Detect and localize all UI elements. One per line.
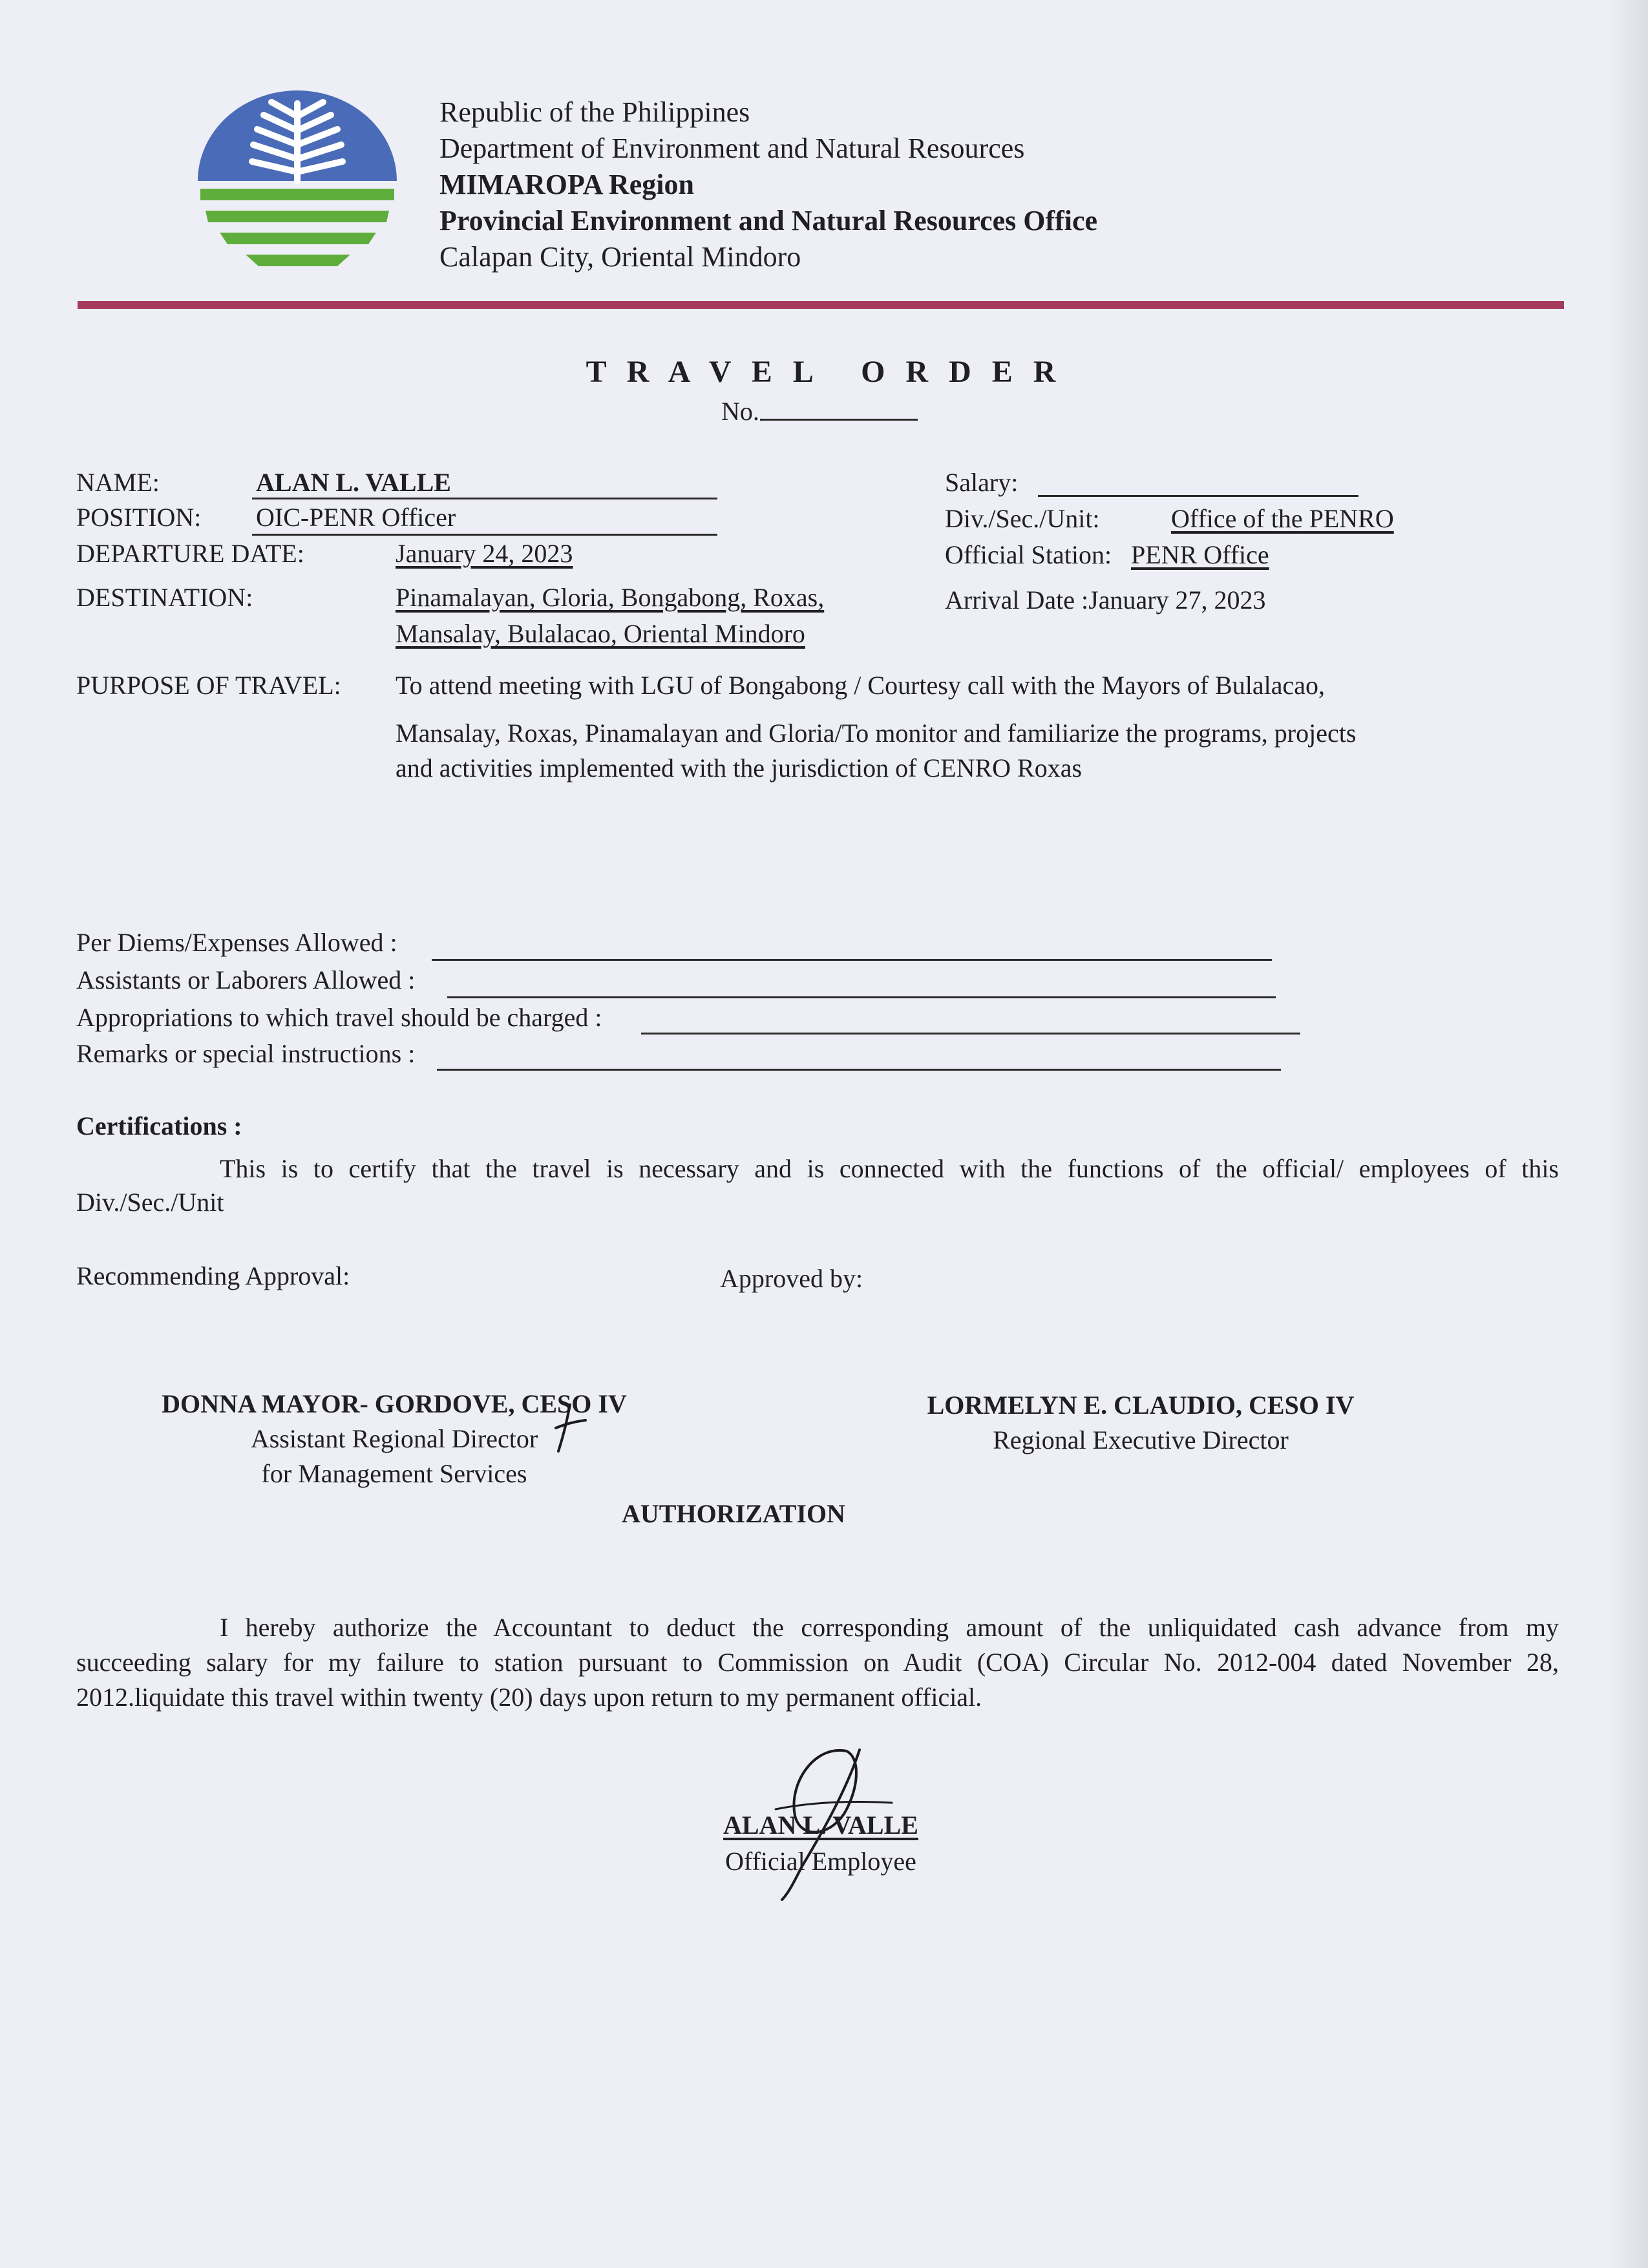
departure-value: January 24, 2023 [396,539,573,568]
certification-text-line1: This is to certify that the travel is necessary and is connected with the functions of the official/ employees of this [220,1154,1559,1183]
arrival-label-text: Arrival Date : [945,585,1089,614]
arrival-label [945,584,1266,616]
purpose-line2: Mansalay, Roxas, Pinamalayan and Gloria/To monitor and familiarize the programs, projects [396,719,1357,748]
destination-label: DESTINATION: [76,583,253,612]
order-number-line [760,419,918,421]
salary-label: Salary: [945,468,1019,497]
signatory-name: ALAN L. VALLE [723,1811,918,1840]
name-value: ALAN L. VALLE [256,468,451,497]
destination-line1: Pinamalayan, Gloria, Bongabong, Roxas, [396,583,825,612]
purpose-line3: and activities implemented with the jurisdiction of CENRO Roxas [396,753,1083,782]
name-label: NAME: [76,468,160,497]
destination-line2: Mansalay, Bulalacao, Oriental Mindoro [396,619,805,648]
per-diems-line [432,959,1272,961]
appropriations-line [641,1033,1300,1034]
approver-title: Regional Executive Director [993,1425,1289,1454]
appropriations-label: Appropriations to which travel should be charged : [76,1003,602,1032]
recommender-title-line1: Assistant Regional Director [250,1424,538,1453]
certification-text-line2: Div./Sec./Unit [76,1188,224,1217]
position-label: POSITION: [76,503,202,532]
header-office: Provincial Environment and Natural Resources Office [439,205,1098,236]
signatory-title: Official Employee [725,1847,916,1876]
recommender-title-line2: for Management Services [261,1459,527,1488]
per-diems-label: Per Diems/Expenses Allowed : [76,928,397,957]
denr-logo-icon [194,90,401,278]
authorization-line3: 2012.liquidate this travel within twenty (20) days upon return to my permanent official. [76,1683,982,1712]
certifications-heading: Certifications : [76,1111,242,1140]
purpose-line1: To attend meeting with LGU of Bongabong / Courtesy call with the Mayors of Bulalacao, [396,671,1326,700]
scan-edge-shadow [1609,0,1648,2268]
header-city: Calapan City, Oriental Mindoro [439,241,801,273]
authorization-heading: AUTHORIZATION [622,1499,845,1528]
authorization-line2: succeeding salary for my failure to station pursuant to Commission on Audit (COA) Circular No. 2012-004 dated November 28, [76,1648,1559,1677]
departure-label: DEPARTURE DATE: [76,539,304,568]
header-rule [78,301,1564,309]
approver-name: LORMELYN E. CLAUDIO, CESO IV [927,1391,1355,1420]
header-republic: Republic of the Philippines [439,96,750,128]
initial-mark-icon [551,1402,589,1454]
assistants-label: Assistants or Laborers Allowed : [76,965,416,994]
authorization-line1: I hereby authorize the Accountant to deduct the corresponding amount of the unliquidated cash advance from my [220,1613,1559,1642]
station-label: Official Station: [945,540,1112,569]
assistants-line [447,996,1276,998]
order-number-label: No. [721,397,759,426]
name-line [252,498,717,499]
remarks-label: Remarks or special instructions : [76,1039,416,1068]
document-title: T R A V E L O R D E R [586,355,1062,389]
position-line [252,534,717,536]
arrival-value: January 27, 2023 [1088,585,1266,614]
remarks-line [437,1069,1281,1071]
approved-by-label: Approved by: [720,1264,863,1293]
division-value: Office of the PENRO [1171,504,1394,533]
header-region: MIMAROPA Region [439,169,694,200]
salary-line [1038,495,1358,497]
station-value: PENR Office [1131,540,1269,569]
division-label: Div./Sec./Unit: [945,504,1100,533]
purpose-label: PURPOSE OF TRAVEL: [76,671,341,700]
position-value: OIC-PENR Officer [256,503,456,532]
recommending-approval-label: Recommending Approval: [76,1261,350,1290]
recommender-name: DONNA MAYOR- GORDOVE, CESO IV [162,1389,627,1418]
header-department: Department of Environment and Natural Resources [439,132,1025,164]
